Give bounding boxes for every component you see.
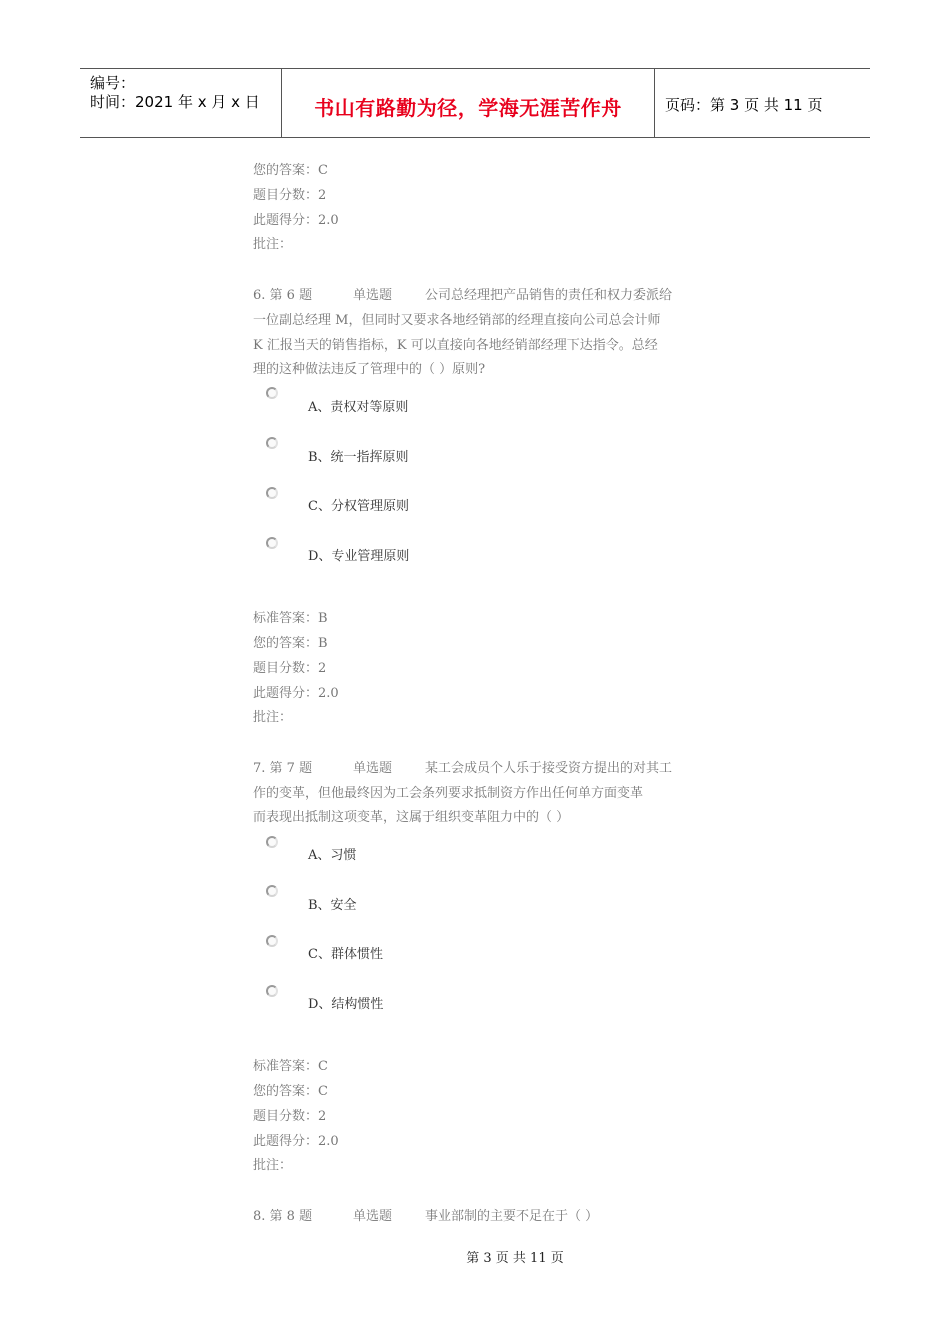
q6-option-c-radio[interactable] [266, 487, 278, 499]
q8-number: 8. 第 8 题 [253, 1209, 313, 1224]
q6-your-answer: 您的答案：B [253, 636, 328, 651]
q7-number: 7. 第 7 题 [253, 761, 313, 776]
header-motto-cell [282, 69, 655, 137]
q7-option-b-radio[interactable] [266, 885, 278, 897]
q6-number: 6. 第 6 题 [253, 288, 313, 303]
header-meta-cell [80, 69, 282, 137]
q6-option-d-label[interactable]: D、专业管理原则 [308, 549, 410, 564]
document-number-label: 编号： [90, 74, 136, 92]
document-header [80, 68, 870, 138]
prev-earned-score: 此题得分：2.0 [253, 213, 339, 228]
q6-text-line3: K 汇报当天的销售指标，K 可以直接向各地经销部经理下达指令。总经 [253, 338, 658, 353]
q7-option-a-radio[interactable] [266, 836, 278, 848]
q6-earned-score: 此题得分：2.0 [253, 686, 339, 701]
q6-option-a-label[interactable]: A、责权对等原则 [308, 400, 409, 415]
q7-question-score: 题目分数：2 [253, 1109, 327, 1124]
q6-option-b-radio[interactable] [266, 437, 278, 449]
document-date-label: 时间：2021 年 x 月 x 日 [90, 93, 260, 111]
header-motto: 书山有路勤为径，学海无涯苦作舟 [314, 96, 622, 120]
prev-note: 批注： [253, 237, 293, 252]
q6-question-score: 题目分数：2 [253, 661, 327, 676]
q6-header-line [253, 288, 672, 304]
q6-option-c-label[interactable]: C、分权管理原则 [308, 499, 409, 514]
q8-text-line1: 事业部制的主要不足在于（ ） [425, 1209, 599, 1224]
q6-option-b-label[interactable]: B、统一指挥原则 [308, 450, 409, 465]
q7-option-b-label[interactable]: B、安全 [308, 898, 357, 913]
q7-option-d-radio[interactable] [266, 985, 278, 997]
header-page-cell [655, 69, 870, 137]
header-page-code: 页码：第 3 页 共 11 页 [665, 96, 823, 114]
prev-question-score: 题目分数：2 [253, 188, 327, 203]
q7-type: 单选题 [353, 761, 393, 776]
q6-note: 批注： [253, 710, 293, 725]
q7-earned-score: 此题得分：2.0 [253, 1134, 339, 1149]
q6-option-a-radio[interactable] [266, 387, 278, 399]
q7-text-line1: 某工会成员个人乐于接受资方提出的对其工 [425, 761, 673, 776]
q6-text-line4: 理的这种做法违反了管理中的（ ）原则? [253, 362, 486, 377]
q6-standard-answer: 标准答案：B [253, 611, 328, 626]
q8-type: 单选题 [353, 1209, 393, 1224]
q8-header-line [253, 1209, 598, 1225]
q7-text-line2: 作的变革，但他最终因为工会条列要求抵制资方作出任何单方面变革 [253, 786, 644, 801]
q7-header-line [253, 761, 672, 777]
page-footer: 第 3 页 共 11 页 [466, 1251, 564, 1266]
q6-type: 单选题 [353, 288, 393, 303]
q7-option-d-label[interactable]: D、结构惯性 [308, 997, 384, 1012]
q6-option-d-radio[interactable] [266, 537, 278, 549]
q7-your-answer: 您的答案：C [253, 1084, 328, 1099]
q7-standard-answer: 标准答案：C [253, 1059, 328, 1074]
q7-note: 批注： [253, 1158, 293, 1173]
q6-text-line2: 一位副总经理 M，但同时又要求各地经销部的经理直接向公司总会计师 [253, 313, 661, 328]
q7-text-line3: 而表现出抵制这项变革，这属于组织变革阻力中的（ ） [253, 810, 570, 825]
q7-option-c-radio[interactable] [266, 935, 278, 947]
q6-text-line1: 公司总经理把产品销售的责任和权力委派给 [425, 288, 673, 303]
q7-option-c-label[interactable]: C、群体惯性 [308, 947, 383, 962]
prev-your-answer: 您的答案：C [253, 163, 328, 178]
q7-option-a-label[interactable]: A、习惯 [308, 848, 357, 863]
